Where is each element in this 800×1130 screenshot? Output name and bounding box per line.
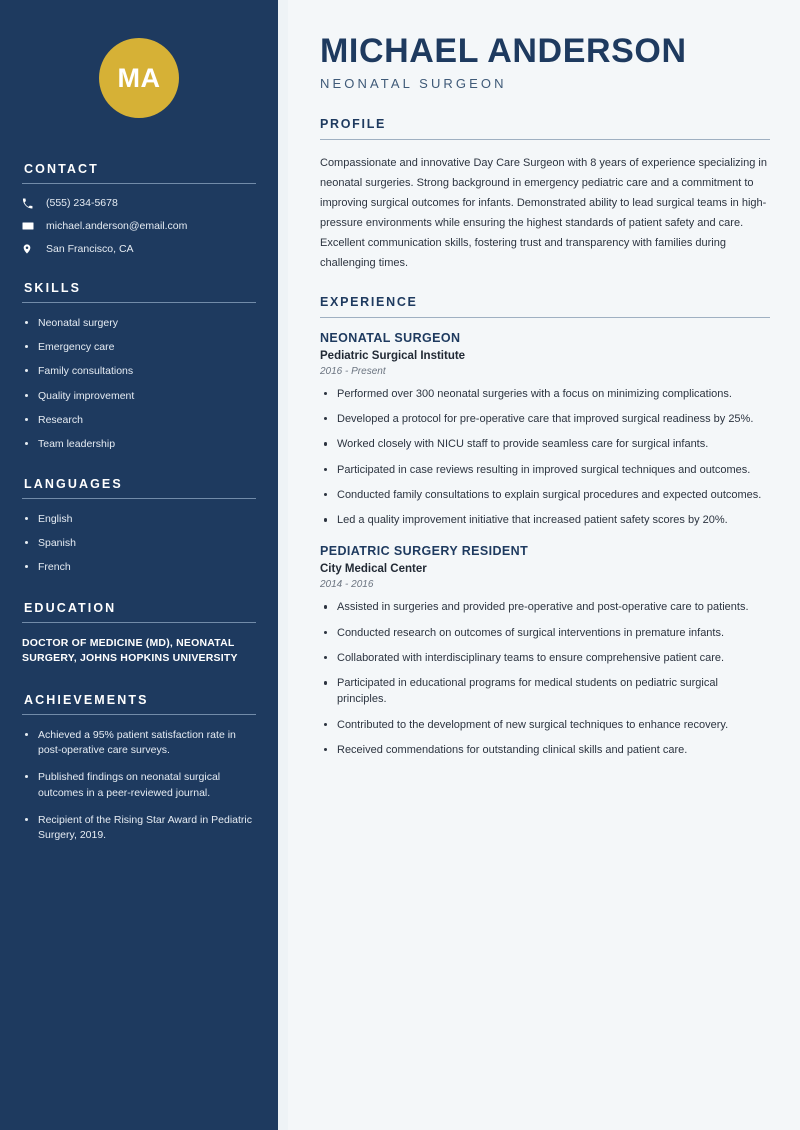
list-item: Research <box>22 413 256 427</box>
achievements-section <box>22 693 256 843</box>
list-item: Performed over 300 neonatal surgeries with a focus on minimizing complications. <box>320 386 770 402</box>
education-divider <box>22 622 256 623</box>
list-item: Worked closely with NICU staff to provide seamless care for surgical infants. <box>320 436 770 452</box>
job-role-subtitle: NEONATAL SURGEON <box>320 75 507 91</box>
list-item: Quality improvement <box>22 389 256 403</box>
experience-divider <box>320 317 770 318</box>
job-bullets <box>320 599 770 758</box>
list-item: Team leadership <box>22 437 256 451</box>
list-item: Published findings on neonatal surgical outcomes in a peer-reviewed journal. <box>22 770 256 800</box>
list-item: Neonatal surgery <box>22 316 256 330</box>
contact-phone-value: (555) 234-5678 <box>46 197 118 209</box>
experience-entry <box>320 331 770 529</box>
contact-heading: CONTACT <box>24 162 99 176</box>
job-dates: 2016 - Present <box>320 365 386 377</box>
skills-section <box>22 281 256 451</box>
list-item: English <box>22 512 256 526</box>
list-item: Contributed to the development of new surgical techniques to enhance recovery. <box>320 717 770 733</box>
envelope-icon <box>22 220 39 232</box>
achievements-list <box>22 728 256 843</box>
languages-section <box>22 477 256 575</box>
list-item: Assisted in surgeries and provided pre-operative and post-operative care to patients. <box>320 599 770 615</box>
languages-heading: LANGUAGES <box>24 477 123 492</box>
languages-divider <box>22 498 256 499</box>
experience-section <box>320 295 770 758</box>
sidebar <box>0 0 278 1130</box>
job-title: NEONATAL SURGEON <box>320 330 461 345</box>
main-content <box>288 0 800 1130</box>
experience-heading: EXPERIENCE <box>320 294 418 309</box>
list-item: Conducted research on outcomes of surgical interventions in premature infants. <box>320 625 770 641</box>
education-heading: EDUCATION <box>24 600 117 615</box>
sidebar-edge-strip <box>278 0 288 1130</box>
list-item: Conducted family consultations to explain surgical procedures and expected outcomes. <box>320 487 770 503</box>
list-item: Collaborated with interdisciplinary teams to ensure comprehensive patient care. <box>320 650 770 666</box>
profile-divider <box>320 139 770 140</box>
achievements-heading: ACHIEVEMENTS <box>24 693 149 708</box>
contact-location <box>22 243 256 255</box>
list-item: Emergency care <box>22 340 256 354</box>
contact-email <box>22 220 256 232</box>
list-item: Achieved a 95% patient satisfaction rate in post-operative care surveys. <box>22 728 256 758</box>
profile-heading: PROFILE <box>320 116 387 131</box>
list-item: Participated in case reviews resulting in improved surgical techniques and outcomes. <box>320 462 770 478</box>
page-title: MICHAEL ANDERSON <box>320 32 687 70</box>
location-pin-icon <box>22 243 39 255</box>
job-company: Pediatric Surgical Institute <box>320 349 466 362</box>
job-dates: 2014 - 2016 <box>320 579 374 591</box>
contact-phone <box>22 197 256 209</box>
achievements-divider <box>22 714 256 715</box>
contact-section <box>22 162 256 255</box>
list-item: Led a quality improvement initiative that increased patient safety scores by 20%. <box>320 512 770 528</box>
list-item: French <box>22 560 256 574</box>
contact-list <box>22 197 256 255</box>
list-item: Recipient of the Rising Star Award in Pediatric Surgery, 2019. <box>22 813 256 843</box>
list-item: Participated in educational programs for medical students on pediatric surgical principles. <box>320 675 770 708</box>
list-item: Family consultations <box>22 364 256 378</box>
list-item: Spanish <box>22 536 256 550</box>
avatar-initials: MA <box>99 38 179 118</box>
languages-list <box>22 512 256 575</box>
skills-heading: SKILLS <box>24 281 82 295</box>
profile-text: Compassionate and innovative Day Care Surgeon with 8 years of experience specializing in neonatal surgeries. Strong background in emergency pediatric care and a commitment to improving surgical outcomes for infants. Demonstrated ability to lead surgical teams in high-pressure environments while ensuring the highest standards of patient safety and care. Excellent communication skills, fostering trust and transparency with families during challenging times. <box>320 156 767 269</box>
skills-divider <box>22 302 256 303</box>
phone-icon <box>22 198 39 209</box>
experience-entry <box>320 544 770 758</box>
contact-email-value: michael.anderson@email.com <box>46 220 188 232</box>
job-bullets <box>320 386 770 529</box>
job-title: PEDIATRIC SURGERY RESIDENT <box>320 544 529 559</box>
skills-list <box>22 316 256 451</box>
education-section <box>22 601 256 668</box>
avatar-container <box>22 0 256 162</box>
profile-section <box>320 117 770 273</box>
education-entry: DOCTOR OF MEDICINE (MD), NEONATAL SURGERY, JOHNS HOPKINS UNIVERSITY <box>22 636 238 665</box>
list-item: Developed a protocol for pre-operative care that improved surgical readiness by 25%. <box>320 411 770 427</box>
list-item: Received commendations for outstanding clinical skills and patient care. <box>320 742 770 758</box>
job-company: City Medical Center <box>320 563 427 576</box>
contact-location-value: San Francisco, CA <box>46 243 134 255</box>
contact-divider <box>22 183 256 184</box>
